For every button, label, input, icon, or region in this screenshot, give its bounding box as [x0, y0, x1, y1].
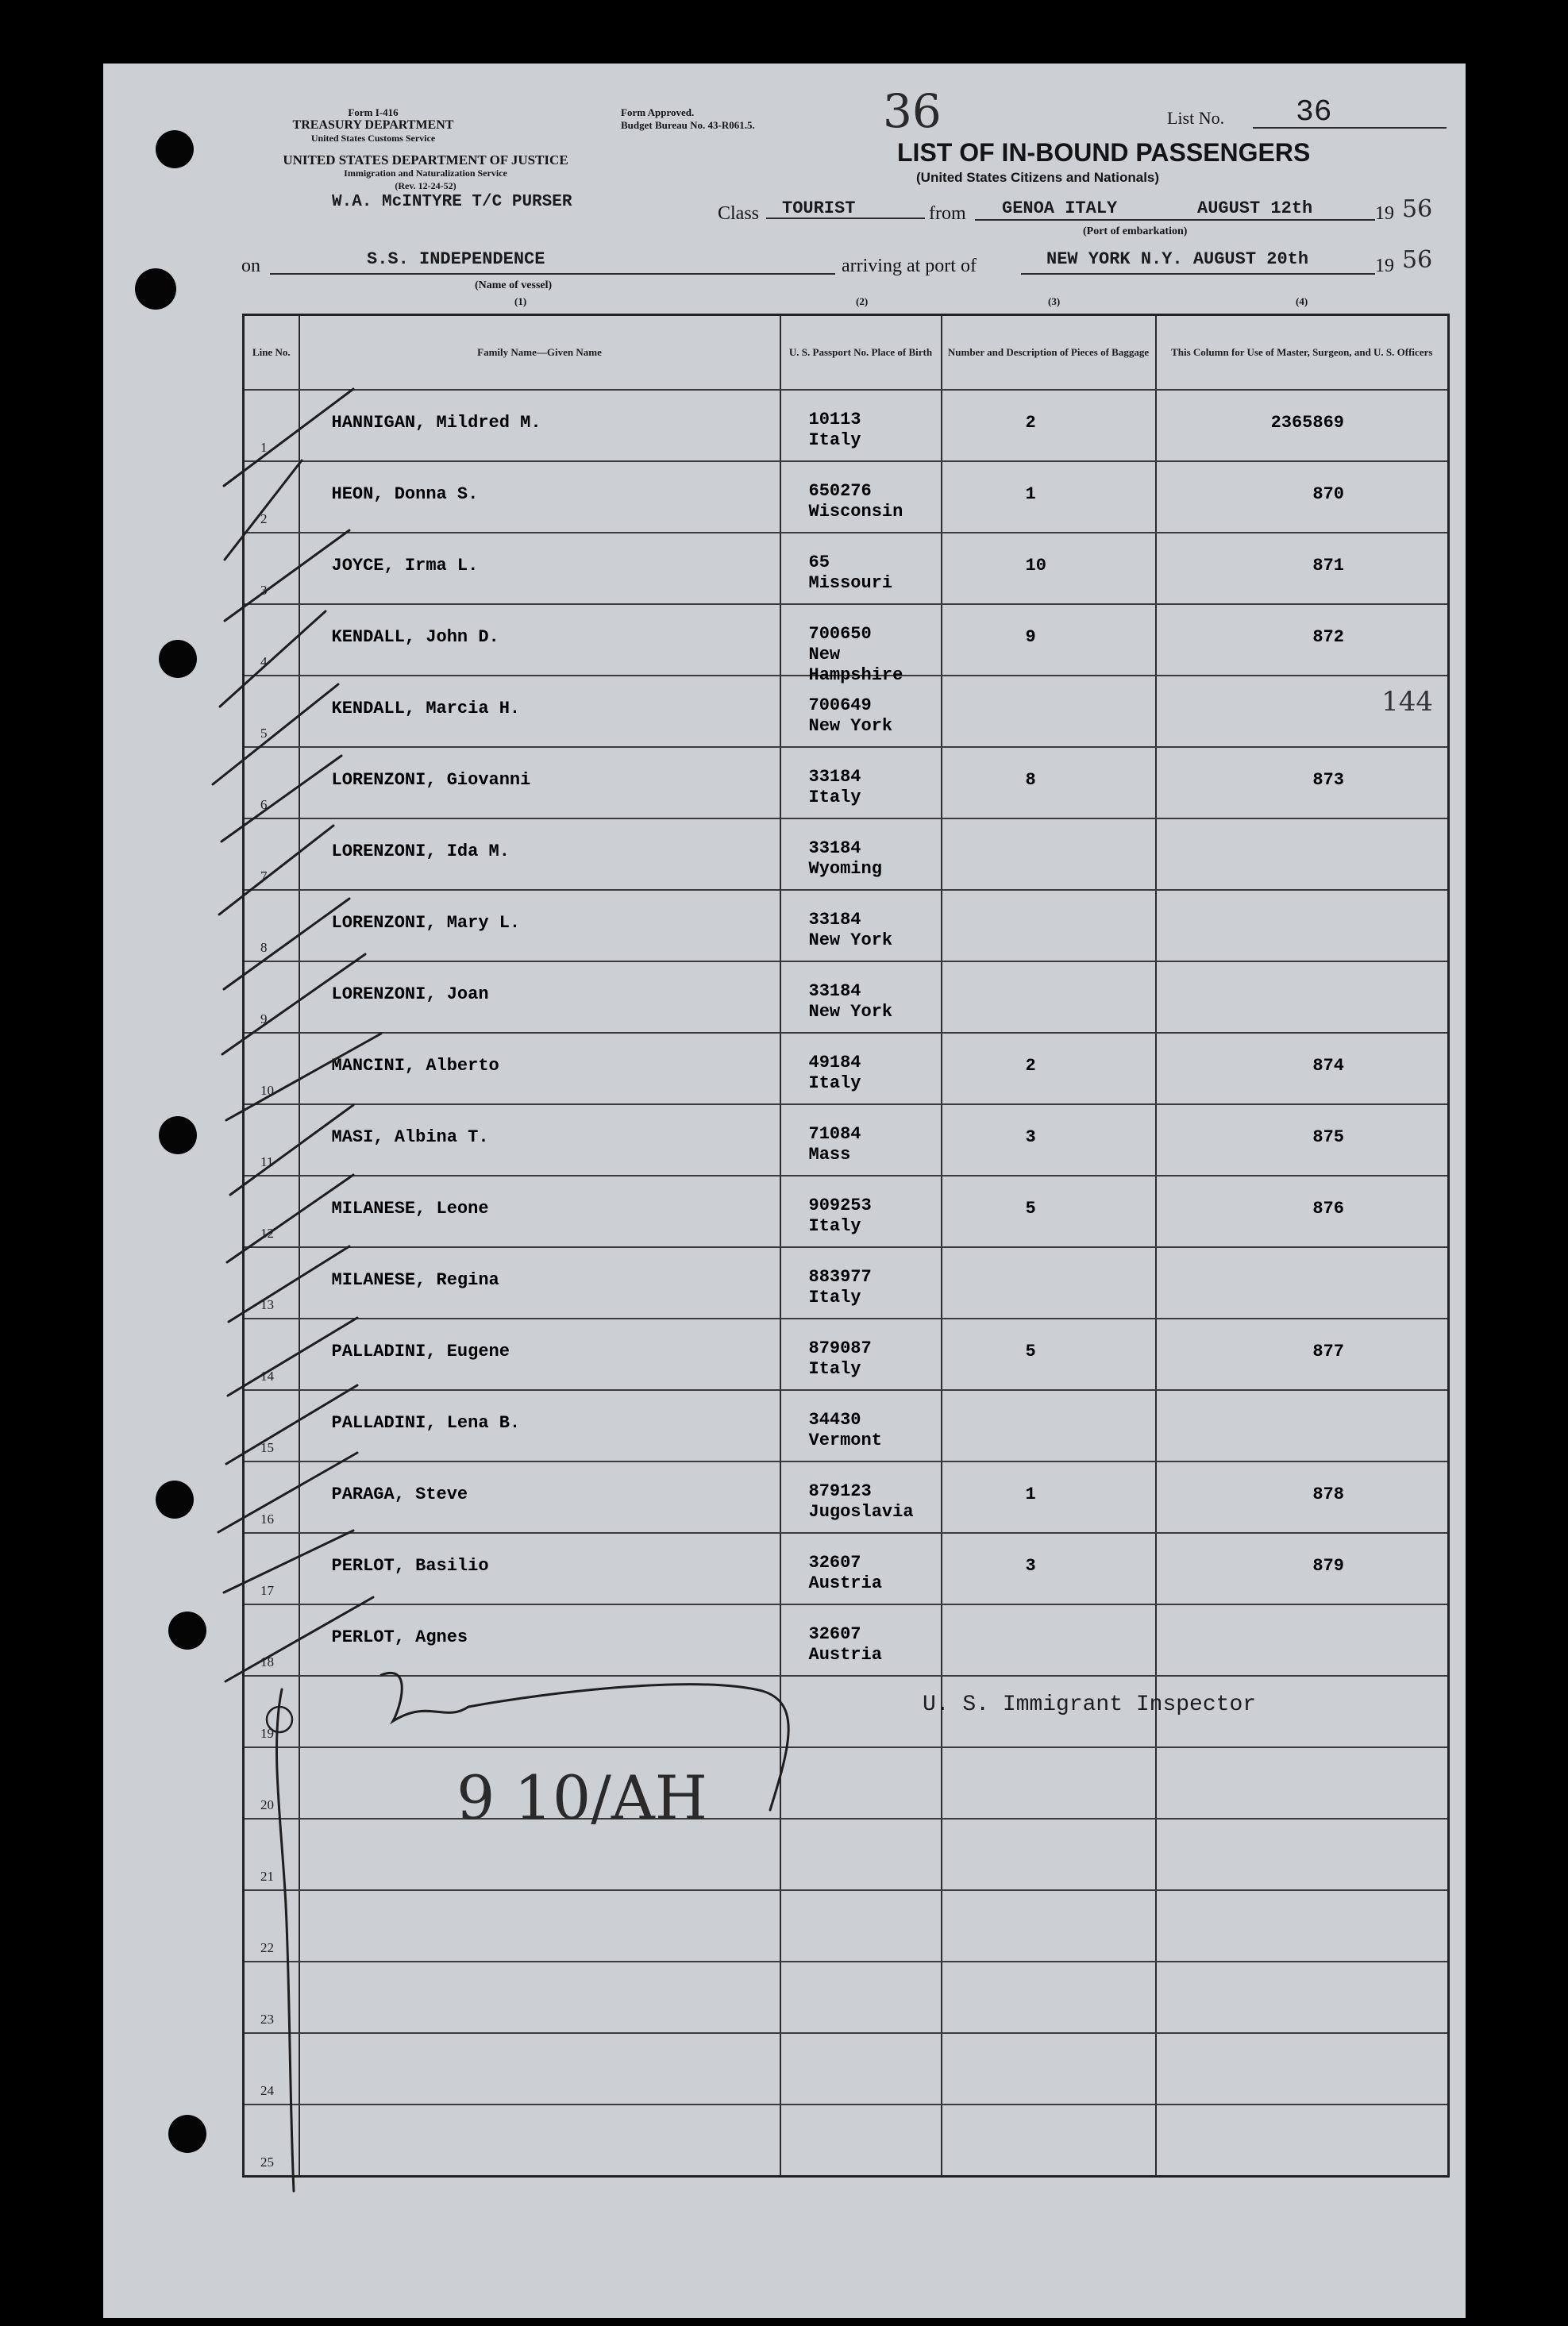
handwritten-note: 9 10/AH [457, 1762, 707, 1833]
check-mark [219, 826, 333, 915]
place-of-birth: Mass [808, 1145, 851, 1165]
officer-number: 876 [1312, 1199, 1344, 1219]
check-mark [222, 756, 341, 841]
col3-number: (3) [1048, 295, 1061, 307]
officer-number: 877 [1312, 1342, 1344, 1361]
treasury-label: TREASURY DEPARTMENT [292, 118, 454, 132]
baggage-count: 5 [1025, 1199, 1036, 1219]
passport-number: 879087 [808, 1338, 872, 1358]
passenger-name: PERLOT, Agnes [331, 1627, 468, 1647]
passport-number: 700650 [808, 624, 872, 644]
form-number: Form I-416 [348, 106, 399, 118]
place-of-birth: New York [808, 716, 893, 736]
passenger-name: PERLOT, Basilio [331, 1556, 489, 1576]
line-number: 1 [260, 440, 268, 455]
list-no-label: List No. [1167, 108, 1225, 128]
document-title: LIST OF IN-BOUND PASSENGERS [897, 138, 1311, 167]
from-port: GENOA ITALY [1002, 198, 1118, 218]
passport-number: 65 [808, 553, 830, 572]
line-number: 20 [260, 1797, 274, 1812]
check-mark [226, 1034, 381, 1120]
line-number: 18 [260, 1654, 274, 1669]
place-of-birth: Austria [808, 1573, 882, 1593]
header-officers: This Column for Use of Master, Surgeon, and U. S. Officers [1156, 315, 1449, 391]
place-of-birth: Italy [808, 1216, 861, 1236]
passport-number: 650276 [808, 481, 872, 501]
line-number: 24 [260, 2083, 274, 2098]
place-of-birth: Italy [808, 788, 861, 807]
passenger-name: LORENZONI, Giovanni [331, 770, 531, 790]
line-number: 4 [260, 654, 268, 669]
check-mark [218, 1453, 357, 1532]
passport-number: 10113 [808, 410, 861, 429]
list-no-value: 36 [1296, 95, 1332, 129]
line-number: 10 [260, 1083, 274, 1098]
on-label: on [241, 256, 260, 276]
passport-number: 32607 [808, 1624, 861, 1644]
place-of-birth: Missouri [808, 573, 893, 593]
baggage-count: 2 [1025, 413, 1036, 433]
rev-label: (Rev. 12-24-52) [395, 180, 457, 191]
officer-number: 870 [1312, 484, 1344, 504]
passport-number: 34430 [808, 1410, 861, 1430]
col2-number: (2) [856, 295, 869, 307]
check-mark [222, 954, 365, 1054]
passport-number: 33184 [808, 981, 861, 1001]
passenger-name: LORENZONI, Ida M. [331, 841, 510, 861]
inspector-label: U. S. Immigrant Inspector [923, 1693, 1257, 1717]
passenger-name: LORENZONI, Joan [331, 984, 489, 1004]
header-baggage: Number and Description of Pieces of Baggage [942, 315, 1156, 391]
check-mark [230, 1105, 353, 1195]
line-number: 22 [260, 1940, 274, 1955]
officer-number: 879 [1312, 1556, 1344, 1576]
header-passport: U. S. Passport No. Place of Birth [780, 315, 942, 391]
baggage-count: 10 [1025, 556, 1046, 576]
check-mark [224, 899, 349, 989]
passport-number: 879123 [808, 1481, 872, 1501]
baggage-count: 2 [1025, 1056, 1036, 1076]
passport-number: 49184 [808, 1053, 861, 1073]
passport-number: 71084 [808, 1124, 861, 1144]
baggage-count: 9 [1025, 627, 1036, 647]
officer-number: 873 [1312, 770, 1344, 790]
purser-name: W.A. McINTYRE T/C PURSER [332, 193, 572, 211]
signature [381, 1673, 788, 1810]
line-number: 19 [260, 1726, 274, 1741]
passenger-name: KENDALL, John D. [331, 627, 499, 647]
check-mark [220, 611, 326, 707]
place-of-birth: Italy [808, 430, 861, 450]
place-of-birth: Wisconsin [808, 502, 903, 522]
check-mark [226, 1385, 357, 1464]
col1-number: (1) [514, 295, 527, 307]
place-of-birth: New York [808, 930, 893, 950]
budget-label: Budget Bureau No. 43-R061.5. [621, 119, 755, 131]
place-of-birth: Vermont [808, 1431, 882, 1450]
line-number: 2 [260, 511, 268, 526]
passenger-name: JOYCE, Irma L. [331, 556, 479, 576]
line-number: 12 [260, 1226, 274, 1241]
check-mark [225, 1597, 373, 1681]
passport-number: 700649 [808, 695, 872, 715]
passport-number: 909253 [808, 1196, 872, 1215]
passenger-name: MILANESE, Leone [331, 1199, 489, 1219]
check-mark [225, 530, 349, 621]
passport-number: 883977 [808, 1267, 872, 1287]
baggage-count: 3 [1025, 1556, 1036, 1576]
place-of-birth: New Hampshire [808, 645, 903, 685]
arrival-port-date: NEW YORK N.Y. AUGUST 20th [1046, 249, 1309, 269]
check-mark [224, 1531, 353, 1592]
place-of-birth: Austria [808, 1645, 882, 1665]
from-year-suffix: 56 [1402, 195, 1433, 223]
check-mark [227, 1175, 353, 1262]
line-number: 9 [260, 1011, 268, 1026]
line-number: 15 [260, 1440, 274, 1455]
check-mark [229, 1246, 349, 1322]
officer-number: 875 [1312, 1127, 1344, 1147]
passenger-name: HANNIGAN, Mildred M. [331, 413, 541, 433]
check-mark [228, 1318, 357, 1396]
ins-label: Immigration and Naturalization Service [344, 168, 507, 179]
line-number: 17 [260, 1583, 274, 1598]
passport-number: 32607 [808, 1553, 861, 1573]
customs-label: United States Customs Service [310, 133, 436, 144]
place-of-birth: Italy [808, 1359, 861, 1379]
place-of-birth: Italy [808, 1288, 861, 1307]
passport-number: 33184 [808, 910, 861, 930]
passport-number: 33184 [808, 767, 861, 787]
check-mark [213, 684, 338, 784]
vessel-name: S.S. INDEPENDENCE [367, 249, 545, 269]
passenger-name: HEON, Donna S. [331, 484, 479, 504]
officer-number: 878 [1312, 1485, 1344, 1504]
passenger-name: LORENZONI, Mary L. [331, 913, 521, 933]
baggage-count: 3 [1025, 1127, 1036, 1147]
passenger-name: KENDALL, Marcia H. [331, 699, 521, 718]
line-number: 13 [260, 1297, 274, 1312]
header-family-name: Family Name—Given Name [299, 315, 780, 391]
line-number: 14 [260, 1369, 274, 1384]
from-date: AUGUST 12th [1197, 198, 1313, 218]
place-of-birth: Wyoming [808, 859, 882, 879]
baggage-count: 1 [1025, 1485, 1036, 1504]
port-embarkation-caption: (Port of embarkation) [1083, 225, 1188, 237]
passenger-name: MANCINI, Alberto [331, 1056, 499, 1076]
bracket-mark [277, 1689, 294, 2191]
baggage-count: 1 [1025, 484, 1036, 504]
officer-number: 2365869 [1270, 413, 1344, 433]
handwritten-page-number: 36 [883, 84, 942, 138]
line-number: 7 [260, 868, 268, 884]
justice-label: UNITED STATES DEPARTMENT OF JUSTICE [283, 152, 568, 168]
check-mark [224, 389, 353, 486]
officer-number: 871 [1312, 556, 1344, 576]
place-of-birth: Italy [808, 1073, 861, 1093]
place-of-birth: New York [808, 1002, 893, 1022]
line-number: 11 [260, 1154, 274, 1169]
officer-number: 872 [1312, 627, 1344, 647]
line-number: 6 [260, 797, 268, 812]
passenger-name: PARAGA, Steve [331, 1485, 468, 1504]
officer-number: 874 [1312, 1056, 1344, 1076]
place-of-birth: Jugoslavia [808, 1502, 914, 1522]
from-year-prefix: 19 [1375, 203, 1394, 224]
handwritten-annotation: 144 [1381, 686, 1433, 718]
passenger-name: PALLADINI, Lena B. [331, 1413, 521, 1433]
baggage-count: 8 [1025, 770, 1036, 790]
passenger-name: PALLADINI, Eugene [331, 1342, 510, 1361]
col4-number: (4) [1296, 295, 1308, 307]
header-line-no: Line No. [244, 315, 299, 391]
class-label: Class [718, 203, 760, 224]
arrival-year-prefix: 19 [1375, 256, 1394, 276]
line-number: 16 [260, 1512, 274, 1527]
passenger-name: MILANESE, Regina [331, 1270, 499, 1290]
document-subtitle: (United States Citizens and Nationals) [916, 170, 1160, 185]
line-number: 8 [260, 940, 268, 955]
approved-label: Form Approved. [621, 106, 695, 118]
from-label: from [929, 203, 966, 224]
arrival-year-suffix: 56 [1402, 246, 1433, 274]
baggage-count: 5 [1025, 1342, 1036, 1361]
vessel-caption: (Name of vessel) [475, 279, 553, 291]
line-number: 5 [260, 726, 268, 741]
class-value: TOURIST [782, 198, 856, 218]
passenger-name: MASI, Albina T. [331, 1127, 489, 1147]
line-number: 23 [260, 2012, 274, 2027]
line-number: 3 [260, 583, 268, 598]
arriving-label: arriving at port of [842, 256, 977, 276]
line-number: 25 [260, 2155, 274, 2170]
passport-number: 33184 [808, 838, 861, 858]
line-number: 21 [260, 1869, 274, 1884]
